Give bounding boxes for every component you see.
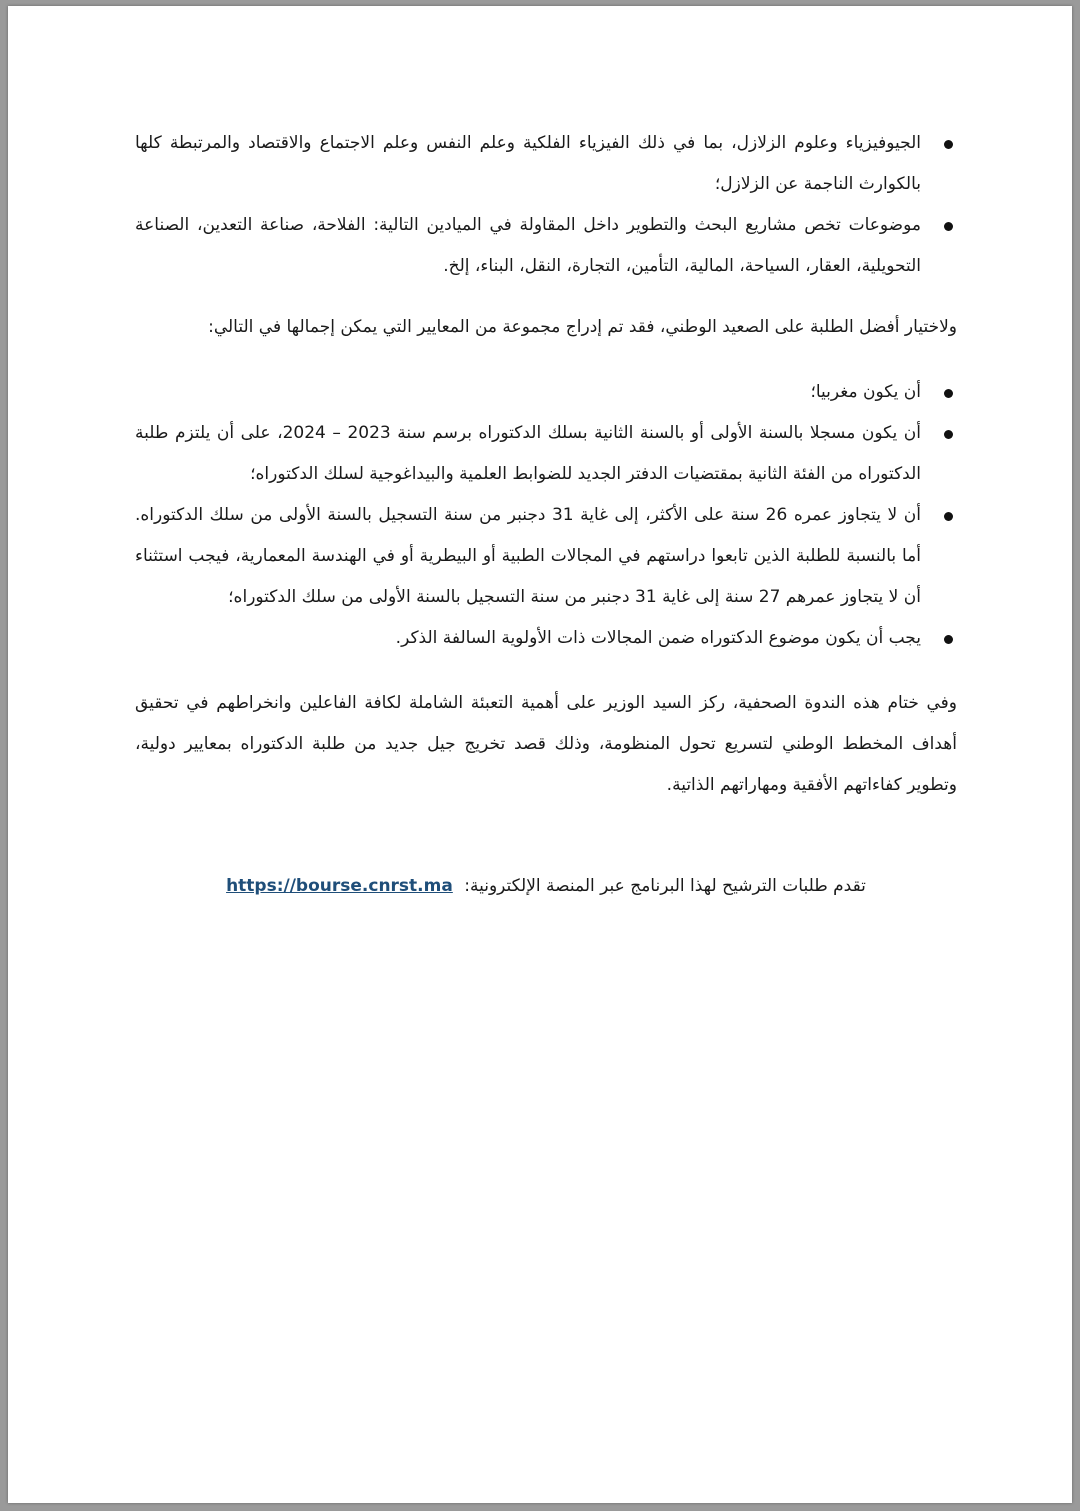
application-line: [135, 866, 957, 907]
document-page: [8, 6, 1072, 1503]
closing-paragraph: وفي ختام هذه الندوة الصحفية، ركز السيد الوزير على أهمية التعبئة الشاملة لكافة الفاعلين وانخراطهم في تحقيق أهداف المخطط الوطني لتسريع تحول المنظومة، وذلك قصد تخريج جيل جديد من طلبة الدكتوراه بمعايير دولية، وتطوير كفاءاتهم الأفقية ومهاراتهم الذاتية.: [135, 693, 957, 795]
list-item: أن يكون مغربيا؛: [135, 372, 921, 413]
list-item: الجيوفيزياء وعلوم الزلازل، بما في ذلك الفيزياء الفلكية وعلم النفس وعلم الاجتماع والاقتصاد والمرتبطة كلها بالكوارث الناجمة عن الزلازل؛: [135, 123, 921, 205]
criteria-list: [135, 372, 957, 659]
document-body: [135, 123, 957, 907]
list-item: أن يكون مسجلا بالسنة الأولى أو بالسنة الثانية بسلك الدكتوراه برسم سنة 2023 – 2024، على أن يلتزم طلبة الدكتوراه من الفئة الثانية بمقتضيات الدفتر الجديد للضوابط العلمية والبيداغوجية لسلك الدكتوراه؛: [135, 413, 921, 495]
application-platform-link[interactable]: https://bourse.cnrst.ma: [226, 876, 453, 896]
list-item: أن لا يتجاوز عمره 26 سنة على الأكثر، إلى غاية 31 دجنبر من سنة التسجيل بالسنة الأولى من سلك الدكتوراه. أما بالنسبة للطلبة الذين تابعوا دراستهم في المجالات الطبية أو البيطرية أو في الهندسة المعمارية، فيجب استثناء أن لا يتجاوز عمرهم 27 سنة إلى غاية 31 دجنبر من سنة التسجيل بالسنة الأولى من سلك الدكتوراه؛: [135, 495, 921, 618]
list-item: يجب أن يكون موضوع الدكتوراه ضمن المجالات ذات الأولوية السالفة الذكر.: [135, 618, 921, 659]
criteria-intro-paragraph: ولاختيار أفضل الطلبة على الصعيد الوطني، فقد تم إدراج مجموعة من المعايير التي يمكن إجمالها في التالي:: [208, 317, 957, 337]
application-text: تقدم طلبات الترشيح لهذا البرنامج عبر المنصة الإلكترونية:: [464, 876, 866, 896]
research-fields-list: [135, 123, 957, 287]
list-item: موضوعات تخص مشاريع البحث والتطوير داخل المقاولة في الميادين التالية: الفلاحة، صناعة التعدين، الصناعة التحويلية، العقار، السياحة، المالية، التأمين، التجارة، النقل، البناء، إلخ.: [135, 205, 921, 287]
